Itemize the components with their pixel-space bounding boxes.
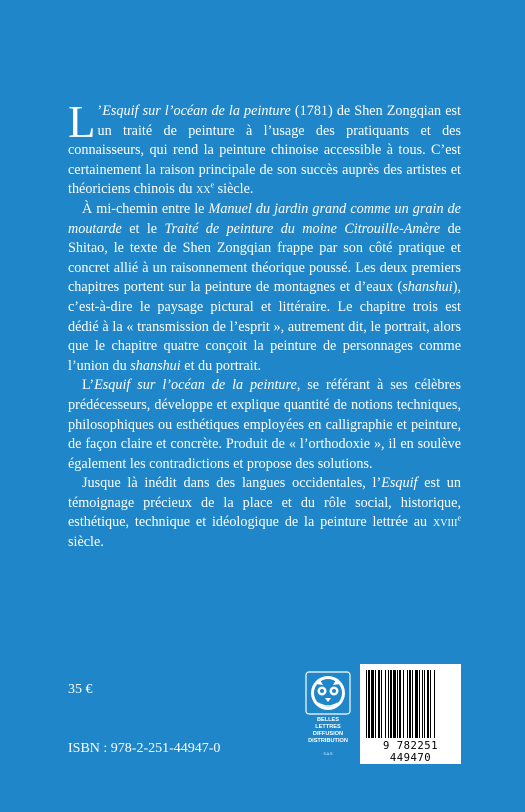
barcode-bar [409,670,411,738]
logo-text: BELLES LETTRES DIFFUSION DISTRIBUTION [308,717,348,744]
barcode-digits: 9 782251 449470 [382,740,439,764]
barcode [360,664,461,764]
barcode-bar [385,670,386,738]
barcode-bar [378,670,380,738]
barcode-bar [368,670,370,738]
price: 35 € [68,682,93,697]
barcode-bars [366,670,455,738]
barcode-bar [424,670,425,738]
barcode-bar [397,670,398,738]
barcode-bar [412,670,413,738]
barcode-bar [419,670,420,738]
barcode-bar [430,670,431,738]
logo-suffix: S.A.S [323,752,333,756]
barcode-bar [366,670,367,738]
barcode-bar [434,670,435,738]
paragraph-1: L ’Esquif sur l’océan de la peinture (1781) de Shen Zongqian est un traité de peinture à l’usage des pratiquants et des connaisseurs, qui rend la peinture chinoise accessible à tous. C’est certainement la raison principale de son succès auprès des artistes et théoriciens chinois du $xx^e$ siècle. [68,97,461,198]
barcode-bar [403,670,404,738]
barcode-bar [399,670,401,738]
paragraph-3: L’Esquif sur l’océan de la peinture, se référant à ses célèbres prédécesseurs, développe et explique quantité de notions techniques, philosophiques ou esthétiques employées en calligraphie et peinture, de façon claire et concrète. Produit de « l’orthodoxie », il en soulève également les contradictions et propose des solutions. [68,377,461,472]
barcode-bar [388,670,389,738]
isbn: ISBN : 978-2-251-44947-0 [68,741,221,756]
barcode-bar [422,670,423,738]
drop-cap: L [68,97,96,147]
barcode-bar [381,670,382,738]
owl-icon [304,670,352,716]
barcode-bar [375,670,376,738]
publisher-logo [304,670,352,766]
barcode-bar [407,670,408,738]
back-cover-text [68,97,461,553]
barcode-bar [390,670,392,738]
barcode-bar [393,670,396,738]
barcode-bar [427,670,429,738]
barcode-bar [371,670,374,738]
book-title: Esquif sur l’océan de la peinture [102,103,291,119]
barcode-bar [415,670,418,738]
paragraph-2: À mi-chemin entre le Manuel du jardin grand comme un grain de moutarde et le Traité de peinture du moine Citrouille-Amère de Shitao, le texte de Shen Zongqian frappe par son côté pratique et concret allié à un raisonnement théorique poussé. Les deux premiers chapitres portent sur la peinture de montagnes et d’eaux (shanshui), c’est-à-dire le paysage pictural et littéraire. Le chapitre trois est dédié à la « transmission de l’esprit », autrement dit, le portrait, alors que le chapitre quatre conçoit la peinture de personnages comme l’union du shanshui et du portrait. [68,200,461,374]
paragraph-4: Jusque là inédit dans des langues occidentales, l’Esquif est un témoignage précieux de la place et du rôle social, historique, esthétique, technique et idéologique de la peinture lettrée au xviii$^e$ siècle. [68,475,461,551]
